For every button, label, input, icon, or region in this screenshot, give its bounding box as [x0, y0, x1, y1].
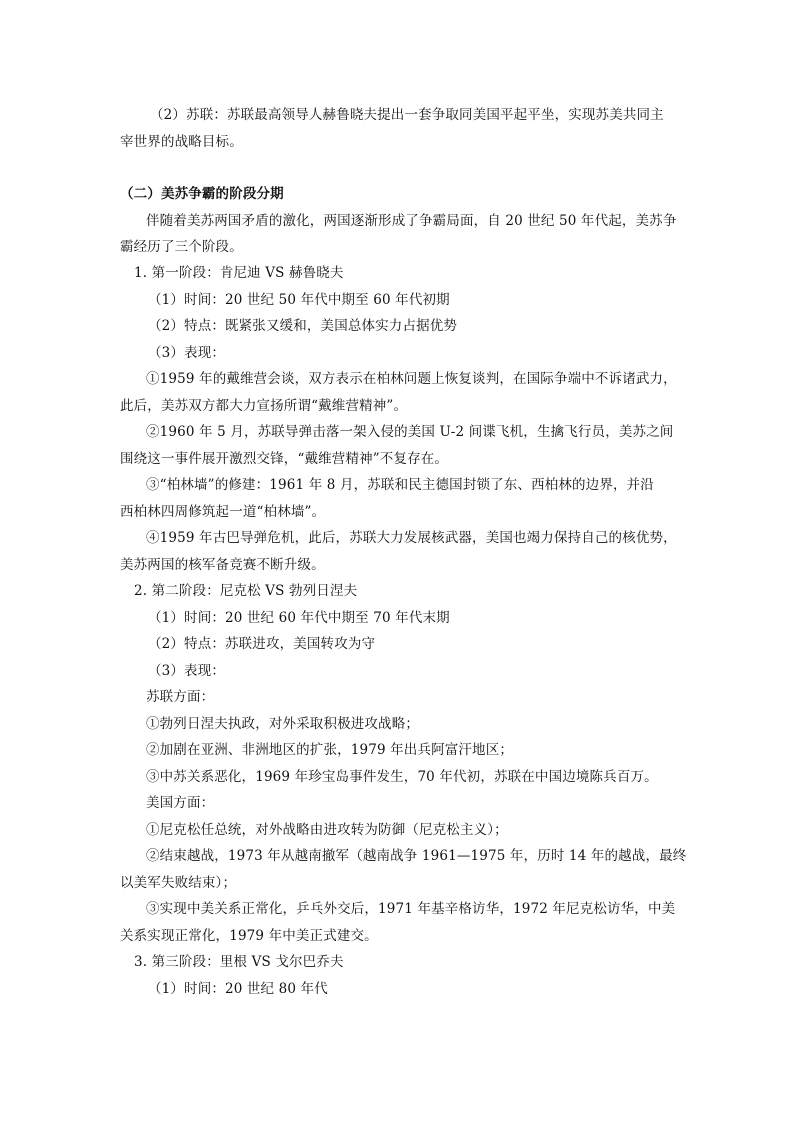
text-line: 西柏林四周修筑起一道“柏林墙”。 — [120, 504, 326, 520]
text-line: 美国方面： — [146, 795, 215, 811]
text-line: 宰世界的战略目标。 — [120, 134, 243, 150]
text-line: （2）苏联：苏联最高领导人赫鲁晓夫提出一套争取同美国平起平坐，实现苏美共同主 — [150, 107, 664, 123]
text-line: ①勃列日涅夫执政，对外采取积极进攻战略； — [146, 716, 419, 732]
text-line: 以美军失败结束）； — [120, 875, 237, 891]
text-line: （3）表现： — [148, 345, 225, 361]
stage-heading: 3. 第三阶段：里根 VS 戈尔巴乔夫 — [134, 954, 344, 970]
stage-heading: 2. 第二阶段：尼克松 VS 勃列日涅夫 — [134, 583, 358, 599]
text-line: （1）时间：20 世纪 80 年代 — [148, 981, 328, 997]
text-line: ③中苏关系恶化，1969 年珍宝岛事件发生，70 年代初，苏联在中国边境陈兵百万。 — [146, 769, 658, 785]
text-line: ①1959 年的戴维营会谈，双方表示在柏林问题上恢复谈判，在国际争端中不诉诸武力， — [146, 371, 677, 387]
text-line: ②加剧在亚洲、非洲地区的扩张，1979 年出兵阿富汗地区； — [146, 742, 513, 758]
text-line: （2）特点：苏联进攻，美国转攻为守 — [148, 636, 376, 652]
text-line: 苏联方面： — [146, 689, 215, 705]
text-line: 美苏两国的核军备竞赛不断升级。 — [120, 557, 325, 573]
text-line: （1）时间：20 世纪 50 年代中期至 60 年代初期 — [148, 292, 450, 308]
text-line: ③实现中美关系正常化，乒乓外交后，1971 年基辛格访华，1972 年尼克松访华，中美 — [146, 901, 676, 917]
text-line: 伴随着美苏两国矛盾的激化，两国逐渐形成了争霸局面，自 20 世纪 50 年代起，美苏争 — [146, 213, 677, 229]
text-line: ②结束越战，1973 年从越南撤军（越南战争 1961—1975 年，历时 14 年的越战，最终 — [146, 848, 687, 864]
text-line: 霸经历了三个阶段。 — [120, 239, 243, 255]
section-heading: （二）美苏争霸的阶段分期 — [120, 186, 284, 202]
text-line: 围绕这一事件展开激烈交锋，“戴维营精神”不复存在。 — [120, 451, 449, 467]
text-line: （3）表现： — [148, 663, 225, 679]
text-line: （1）时间：20 世纪 60 年代中期至 70 年代末期 — [148, 610, 450, 626]
text-line: ②1960 年 5 月，苏联导弹击落一架入侵的美国 U-2 间谍飞机，生擒飞行员，美苏之间 — [146, 424, 674, 440]
text-line: 此后，美苏双方都大力宣扬所谓“戴维营精神”。 — [120, 398, 408, 414]
stage-heading: 1. 第一阶段：肯尼迪 VS 赫鲁晓夫 — [134, 265, 344, 281]
text-line: 关系实现正常化，1979 年中美正式建交。 — [120, 928, 378, 944]
text-line: （2）特点：既紧张又缓和，美国总体实力占据优势 — [148, 318, 458, 334]
text-line: ④1959 年古巴导弹危机，此后，苏联大力发展核武器，美国也竭力保持自己的核优势， — [146, 530, 677, 546]
text-line: ①尼克松任总统，对外战略由进攻转为防御（尼克松主义）； — [146, 822, 508, 838]
text-line: ③“柏林墙”的修建：1961 年 8 月，苏联和民主德国封锁了东、西柏林的边界，并沿 — [146, 477, 654, 493]
